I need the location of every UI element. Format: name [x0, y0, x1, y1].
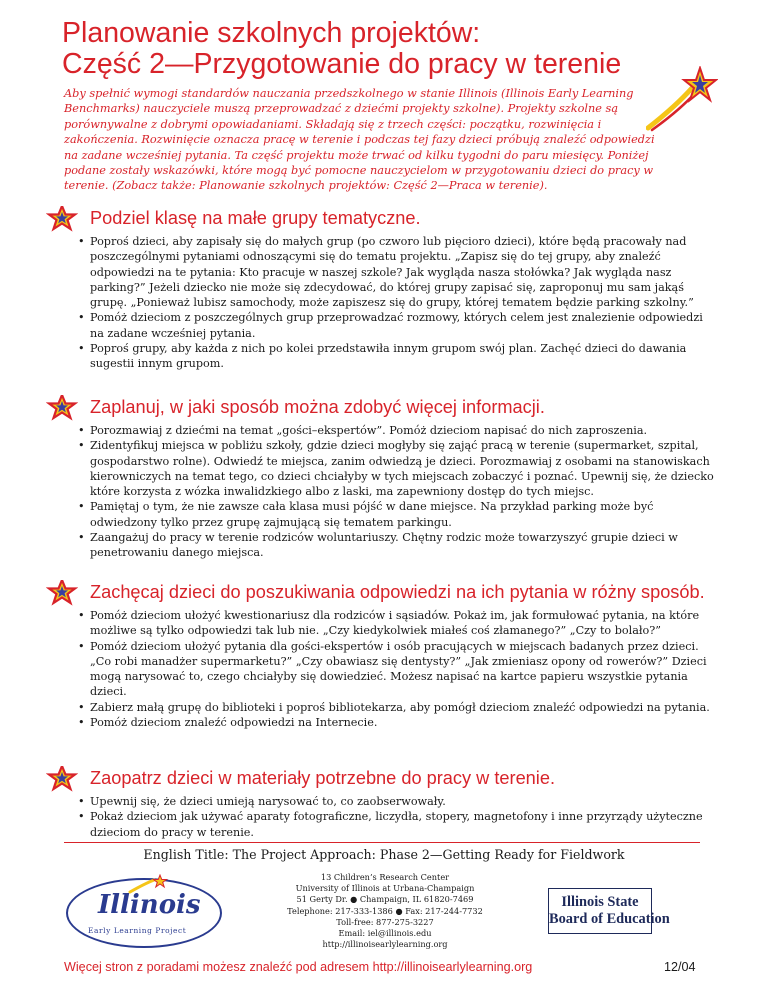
section-plan-info — [46, 395, 726, 561]
section-groups — [46, 206, 726, 372]
contact-line: Toll-free: 877-275-3227 — [336, 916, 434, 927]
contact-line: 13 Children’s Research Center — [320, 872, 450, 882]
footer-divider — [64, 842, 700, 843]
list-item: • Poproś grupy, aby każda z nich po kolei przedstawiła innym grupom swój plan. Zachęć dzieci do dawania sugestii innym grupom. — [78, 341, 720, 372]
bullet-list — [46, 423, 726, 561]
star-bullet-icon — [46, 206, 78, 232]
list-item: • Porozmawiaj z dziećmi na temat „gości–ekspertów”. Pomóż dzieciom napisać do nich zaproszenia. — [78, 423, 720, 438]
section-heading: Zaplanuj, w jaki sposób można zdobyć więcej informacji. — [90, 397, 545, 417]
star-bullet-icon — [46, 395, 78, 421]
title-line-2: Część 2—Przygotowanie do pracy w terenie — [62, 48, 622, 80]
list-item: • Pomóż dzieciom znaleźć odpowiedzi na Internecie. — [78, 715, 720, 730]
contact-line: Telephone: 217-333-1386 ● Fax: 217-244-7732 — [287, 905, 483, 916]
section-materials — [46, 766, 726, 840]
list-item: • Pomóż dzieciom ułożyć pytania dla gości-ekspertów i osób pracujących w miejscach badanych przez dzieci. „Co robi manadżer supermarketu?” „Czy obawiasz się dentysty?” „Jak zmieniasz opony od rowerów?” Dzieci mogą narysować to, czego chciałyby się dowiedzieć. Możesz napisać na kartce papieru wszystkie pytania dzieci. — [78, 639, 720, 700]
list-item: • Upewnij się, że dzieci umieją narysować to, co zaobserwowały. — [78, 794, 720, 809]
bullet-list — [46, 608, 726, 730]
section-find-answers — [46, 580, 726, 730]
list-item: • Poproś dzieci, aby zapisały się do małych grup (po czworo lub pięcioro dzieci), które będą pracowały nad poszczególnymi pytaniami odnoszącymi się do tematu projektu. „Zapisz się do tej grupy, aby znaleźć odpowiedzi na te pytania: Kto pracuje w naszej szkole? Jak wygląda nasza stołówka? Jak wygląda nasz parking?” Jeżeli dziecko nie może się zdecydować, do której grupy zapisać się, zaproponuj mu sam jakąś grupę. „Ponieważ lubisz samochody, może zapiszesz się do grupy, której tematem będzie parking szkolny.” — [78, 234, 720, 310]
star-bullet-icon — [46, 766, 78, 792]
contact-website[interactable]: http://illinoisearlylearning.org — [322, 939, 448, 950]
list-item: • Pomóż dzieciom z poszczególnych grup przeprowadzać rozmowy, których celem jest znalezienie odpowiedzi na zadane wcześniej pytania. — [78, 310, 720, 341]
page-title — [62, 18, 722, 80]
list-item: • Pokaż dzieciom jak używać aparaty fotograficzne, liczydła, stopery, magnetofony i inne przyrządy użyteczne dzieciom do pracy w terenie. — [78, 809, 720, 840]
contact-line: 51 Gerty Dr. ● Champaign, IL 61820-7469 — [296, 894, 474, 905]
star-bullet-icon — [46, 580, 78, 606]
list-item: • Zidentyfikuj miejsca w pobliżu szkoły, gdzie dzieci mogłyby się zająć pracą w terenie (supermarket, szpital, gospodarstwo rolne). Odwiedź te miejsca, zanim odwiedzą je dzieci. Porozmawiaj z osobami na stanowiskach kierowniczych na temat tego, co dzieci chciałyby w tych miejscach zobaczyć i poznać. Upewnij się, że dziecko które korzysta z wózka inwalidzkiego albo z laski, ma zapewniony dostęp do tych miejsc. — [78, 438, 720, 499]
title-line-1: Planowanie szkolnych projektów: — [62, 17, 481, 49]
logo-wordmark: Illinois — [98, 890, 201, 920]
bullet-list — [46, 234, 726, 372]
footer-link[interactable]: Więcej stron z poradami możesz znaleźć pod adresem http://illinoisearlylearning.org — [64, 960, 533, 974]
section-heading: Zachęcaj dzieci do poszukiwania odpowiedzi na ich pytania w różny sposób. — [90, 582, 705, 602]
list-item: • Pamiętaj o tym, że nie zawsze cała klasa musi pójść w dane miejsce. Na przykład parking może być odwiedzony tylko przez grupę zajmującą się tematem parkingu. — [78, 499, 720, 530]
isbe-line-2: Board of Education — [549, 911, 670, 927]
contact-email[interactable]: Email: iel@illinois.edu — [338, 928, 432, 939]
logo-subtitle: Early Learning Project — [88, 926, 187, 935]
isbe-logo — [548, 888, 670, 934]
list-item: • Pomóż dzieciom ułożyć kwestionariusz dla rodziców i sąsiadów. Pokaż im, jak formułować pytania, na które możliwe są tylko odpowiedzi tak lub nie. „Czy kiedykolwiek miałeś coś złamanego?” „Czy to bolało?” — [78, 608, 720, 639]
contact-line: University of Illinois at Urbana-Champaign — [295, 883, 475, 894]
list-item: • Zabierz małą grupę do biblioteki i poproś bibliotekarza, aby pomógł dzieciom znaleźć odpowiedzi na pytania. — [78, 700, 720, 715]
intro-paragraph: Aby spełnić wymogi standardów nauczania przedszkolnego w stanie Illinois (Illinois Early Learning Benchmarks) nauczyciele muszą przeprowadzać z dziećmi projekty szkolne). Projekty szkolne są porównywalne z dobrymi opowiadaniami. Składają się z trzech części: początku, rozwinięcia i zakończenia. Rozwinięcie oznacza pracę w terenie i podczas tej fazy dzieci próbują znaleźć odpowiedzi na zadane wcześniej pytania. Ta część projektu może trwać od kilku tygodni do paru miesięcy. Poniżej podane zostały wskazówki, które mogą być pomocne nauczycielom w przygotowaniu dzieci do pracy w terenie. (Zobacz także: Planowanie szkolnych projektów: Część 2—Praca w terenie). — [64, 87, 655, 193]
illinois-early-learning-logo — [62, 870, 230, 956]
footer-date: 12/04 — [664, 960, 696, 974]
list-item: • Zaangażuj do pracy w terenie rodziców woluntariuszy. Chętny rodzic może towarzyszyć grupie dzieci w penetrowaniu danego miejsca. — [78, 530, 720, 561]
contact-info — [250, 872, 520, 950]
bullet-list — [46, 794, 726, 840]
section-heading: Podziel klasę na małe grupy tematyczne. — [90, 208, 421, 228]
isbe-line-1: Illinois State — [561, 894, 639, 910]
english-title: English Title: The Project Approach: Phase 2—Getting Ready for Fieldwork — [143, 847, 625, 862]
section-heading: Zaopatrz dzieci w materiały potrzebne do pracy w terenie. — [90, 768, 556, 788]
